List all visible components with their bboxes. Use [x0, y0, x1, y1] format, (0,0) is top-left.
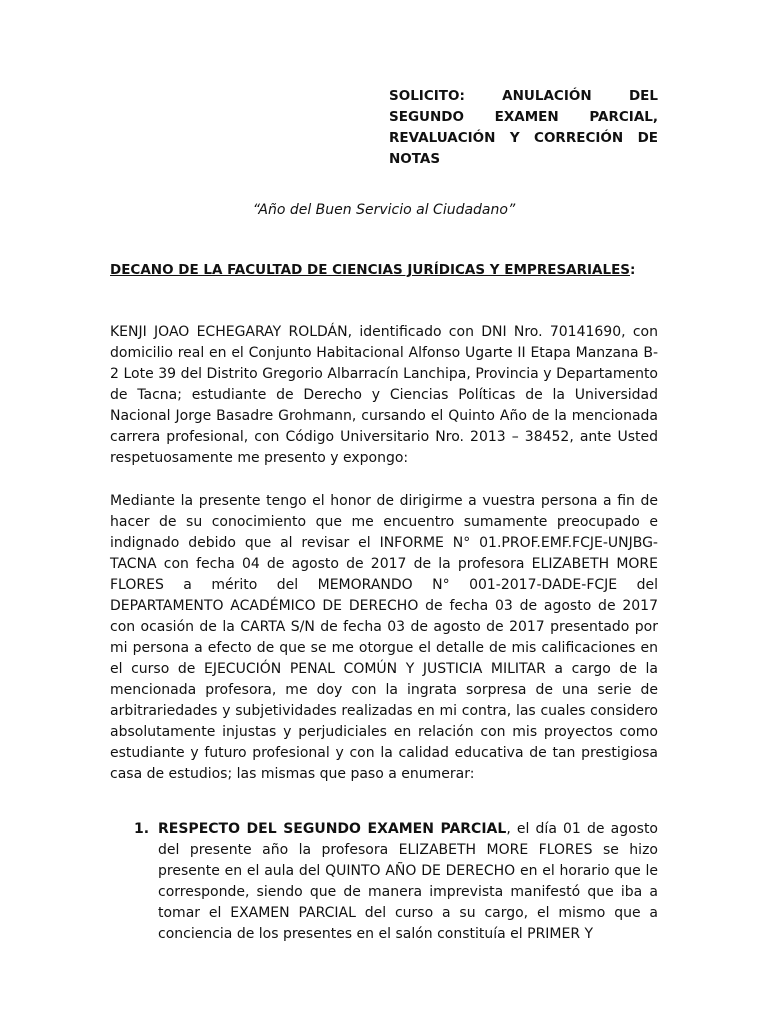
addressee-colon: : [630, 262, 636, 278]
year-motto: “Año del Buen Servicio al Ciudadano” [252, 202, 516, 218]
introduction-paragraph: KENJI JOAO ECHEGARAY ROLDÁN, identificado con DNI Nro. 70141690, con domicilio real en el Conjunto Habitacional Alfonso Ugarte II Etapa Manzana B-2 Lote 39 del Distrito Gregorio Albarracín Lanchipa, Provincia y Departamento de Tacna; estudiante de Derecho y Ciencias Políticas de la Universidad Nacional Jorge Basadre Grohmann, cursando el Quinto Año de la mencionada carrera profesional, con Código Universitario Nro. 2013 – 38452, ante Usted respetuosamente me presento y expongo: [110, 324, 658, 466]
statement-paragraph: Mediante la presente tengo el honor de dirigirme a vuestra persona a fin de hacer de su conocimiento que me encuentro sumamente preocupado e indignado debido que al revisar el INFORME N° 01.PROF.EMF.FCJE-UNJBG-TACNA con fecha 04 de agosto de 2017 de la profesora ELIZABETH MORE FLORES a mérito del MEMORANDO N° 001-2017-DADE-FCJE del DEPARTAMENTO ACADÉMICO DE DERECHO de fecha 03 de agosto de 2017 con ocasión de la CARTA S/N de fecha 03 de agosto de 2017 presentado por mi persona a efecto de que se me otorgue el detalle de mis calificaciones en el curso de EJECUCIÓN PENAL COMÚN Y JUSTICIA MILITAR a cargo de la mencionada profesora, me doy con la ingrata sorpresa de una serie de arbitrariedades y subjetividades realizadas en mi contra, las cuales considero absolutamente injustas y perjudiciales en relación con mis proyectos como estudiante y futuro profesional y con la calidad educativa de tan prestigiosa casa de estudios; las mismas que paso a enumerar: [110, 493, 658, 782]
item-number: 1. [134, 821, 150, 837]
request-subject: SOLICITO: ANULACIÓN DEL SEGUNDO EXAMEN PARCIAL, REVALUACIÓN Y CORRECIÓN DE NOTAS [389, 88, 658, 167]
addressee-title: DECANO DE LA FACULTAD DE CIENCIAS JURÍDICAS Y EMPRESARIALES [110, 262, 631, 278]
numbered-item [134, 819, 658, 945]
item-text: , el día 01 de agosto del presente año la profesora ELIZABETH MORE FLORES se hizo presente en el aula del QUINTO AÑO DE DERECHO en el horario que le corresponde, siendo que de manera imprevista manifestó que iba a tomar el EXAMEN PARCIAL del curso a su cargo, el mismo que a conciencia de los presentes en el salón constituía el PRIMER Y [158, 821, 658, 942]
addressee-heading [110, 262, 658, 278]
item-heading: RESPECTO DEL SEGUNDO EXAMEN PARCIAL [158, 821, 507, 837]
item-body [158, 819, 658, 945]
